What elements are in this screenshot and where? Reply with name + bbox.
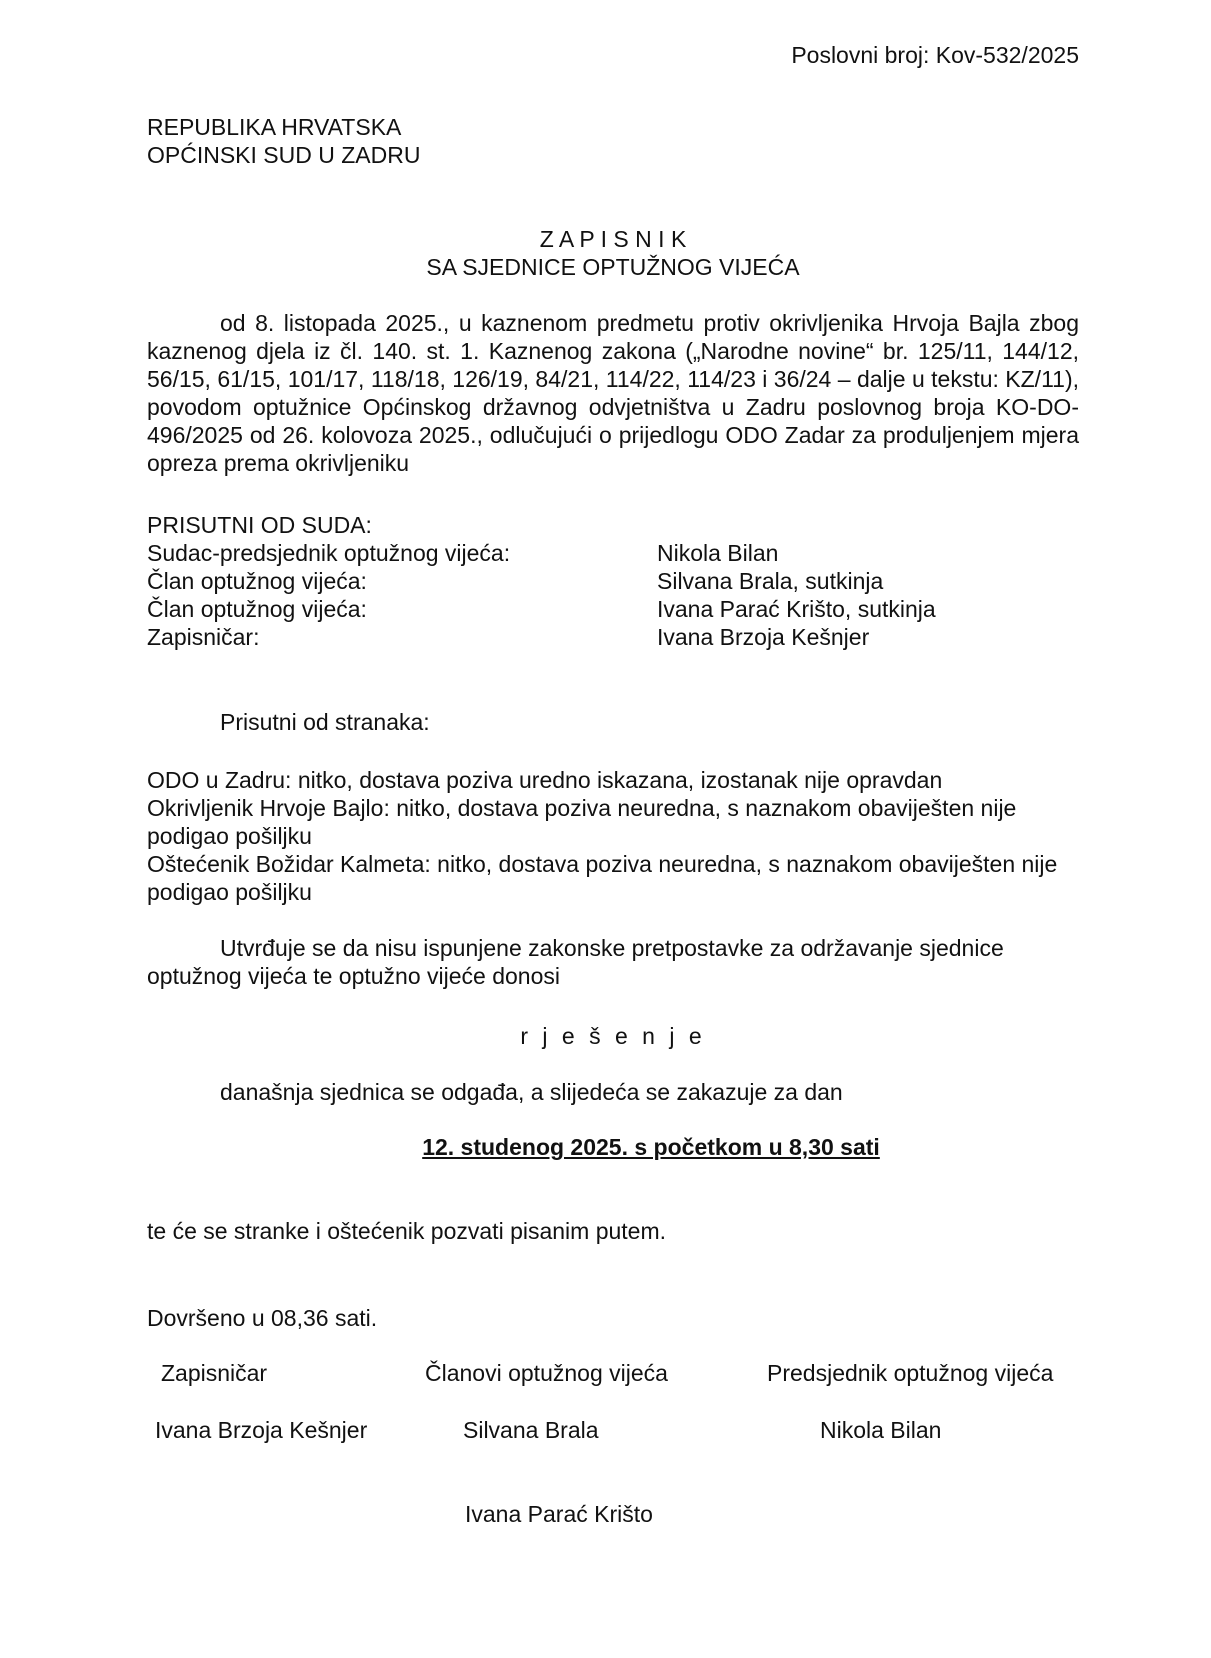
case-number: Poslovni broj: Kov-532/2025: [791, 42, 1079, 68]
signature-label-president: Predsjednik optužnog vijeća: [767, 1360, 1054, 1386]
court-header: [147, 113, 420, 169]
title-main: Z A P I S N I K: [539, 226, 687, 252]
member-name: Silvana Brala, sutkinja: [657, 568, 884, 594]
document-title: [0, 225, 1211, 281]
court-name: OPĆINSKI SUD U ZADRU: [147, 142, 421, 168]
present-court-table: [147, 539, 1047, 651]
signature-label-clerk: Zapisničar: [161, 1360, 268, 1386]
next-session-date: 12. studenog 2025. s početkom u 8,30 sati: [422, 1134, 880, 1160]
court-country: REPUBLIKA HRVATSKA: [147, 114, 402, 140]
present-court-heading: PRISUTNI OD SUDA:: [147, 512, 372, 538]
signature-label-members: Članovi optužnog vijeća: [425, 1360, 668, 1386]
completed-time: Dovršeno u 08,36 sati.: [147, 1305, 378, 1331]
member-role: Zapisničar:: [147, 624, 260, 650]
member-name: Ivana Brzoja Kešnjer: [657, 624, 870, 650]
table-row: [147, 567, 1047, 595]
title-sub: SA SJEDNICE OPTUŽNOG VIJEĆA: [426, 254, 800, 280]
table-row: [147, 623, 1047, 651]
list-item: Okrivljenik Hrvoje Bajlo: nitko, dostava poziva neuredna, s naznakom obaviješten nije podigao pošiljku: [147, 795, 1017, 849]
list-item: Oštećenik Božidar Kalmeta: nitko, dostava poziva neuredna, s naznakom obaviješten nije podigao pošiljku: [147, 851, 1058, 905]
member-role: Član optužnog vijeća:: [147, 568, 367, 594]
table-row: [147, 539, 1047, 567]
parties-heading: Prisutni od stranaka:: [220, 709, 430, 735]
signature-name-member-2: Ivana Parać Krišto: [465, 1501, 653, 1527]
signature-name-member: Silvana Brala: [463, 1417, 599, 1443]
member-role: Član optužnog vijeća:: [147, 596, 367, 622]
summons-text: te će se stranke i oštećenik pozvati pisanim putem.: [147, 1218, 667, 1244]
parties-list: [147, 766, 1087, 906]
finding-paragraph: Utvrđuje se da nisu ispunjene zakonske pretpostavke za održavanje sjednice optužnog vijeća te optužno vijeće donosi: [147, 935, 1004, 989]
member-name: Ivana Parać Krišto, sutkinja: [657, 596, 936, 622]
decision-text: današnja sjednica se odgađa, a slijedeća se zakazuje za dan: [220, 1079, 843, 1105]
intro-paragraph: od 8. listopada 2025., u kaznenom predmetu protiv okrivljenika Hrvoja Bajla zbog kaznenog djela iz čl. 140. st. 1. Kaznenog zakona („Narodne novine“ br. 125/11, 144/12, 56/15, 61/15, 101/17, 118/18, 126/19, 84/21, 114/22, 114/23 i 36/24 – dalje u tekstu: KZ/11), povodom optužnice Općinskog državnog odvjetništva u Zadru poslovnog broja KO-DO-496/2025 od 26. kolovoza 2025., odlučujući o prijedlogu ODO Zadar za produljenjem mjera opreza prema okrivljeniku: [147, 310, 1079, 476]
table-row: [147, 595, 1047, 623]
member-name: Nikola Bilan: [657, 540, 779, 566]
member-role: Sudac-predsjednik optužnog vijeća:: [147, 540, 511, 566]
list-item: ODO u Zadru: nitko, dostava poziva uredno iskazana, izostanak nije opravdan: [147, 767, 943, 793]
decision-heading: r j e š e n j e: [520, 1023, 706, 1049]
signature-name-president: Nikola Bilan: [820, 1417, 942, 1443]
signature-name-clerk: Ivana Brzoja Kešnjer: [155, 1417, 368, 1443]
